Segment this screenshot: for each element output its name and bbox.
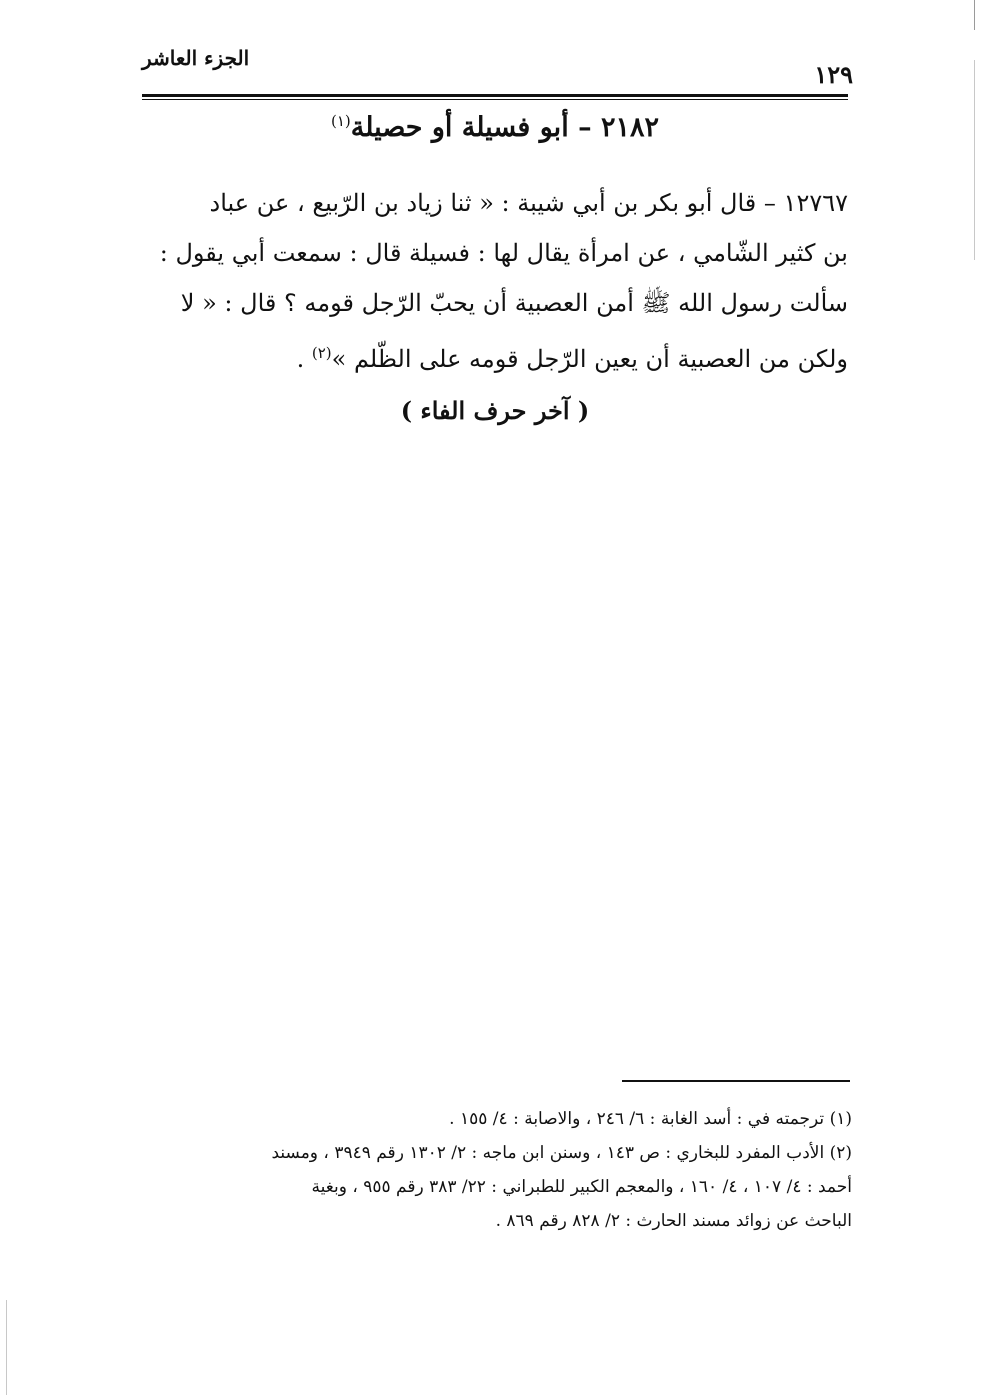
hadith-paragraph [142,178,848,384]
footnote-separator [622,1080,850,1082]
paragraph-line: ١٢٧٦٧ – قال أبو بكر بن أبي شيبة : « ثنا زياد بن الرّبيع ، عن عباد [209,189,848,217]
paragraph-line: سألت رسول الله ﷺ أمن العصبية أن يحبّ الرّجل قومه ؟ قال : « لا [180,289,848,317]
paragraph-line-last [142,328,848,384]
footnote-2-continuation: أحمد : ٤/ ١٠٧ ، ٤/ ١٦٠ ، والمعجم الكبير للطبراني : ٢٢/ ٣٨٣ رقم ٩٥٥ ، وبغية [311,1177,852,1197]
page-number: ١٢٩ [814,60,853,89]
footnote-ref-2: (٢) [311,344,332,362]
paragraph-line-text: ولكن من العصبية أن يعين الرّجل قومه على الظّلم » [331,345,848,373]
entry-title [142,112,848,143]
scan-edge-mark-top [974,0,975,30]
header-rule [142,94,848,97]
section-end-note: ( آخر حرف الفاء ) [400,396,590,425]
footnotes [142,1102,852,1238]
footnote-2-continuation: الباحث عن زوائد مسند الحارث : ٢/ ٨٢٨ رقم ٨٦٩ . [495,1211,852,1231]
footnote-1: (١) ترجمته في : أسد الغابة : ٦/ ٢٤٦ ، والاصابة : ٤/ ١٥٥ . [449,1109,852,1129]
scan-edge-mark-bottom-left [6,1300,7,1395]
footnote-ref-1: (١) [330,112,351,130]
running-header-part: الجزء العاشر [142,46,250,70]
entry-title-text: ٢١٨٢ – أبو فسيلة أو حصيلة [350,112,660,143]
footnote-2: (٢) الأدب المفرد للبخاري : ص ١٤٣ ، وسنن ابن ماجه : ٢/ ١٣٠٢ رقم ٣٩٤٩ ، ومسند [271,1143,852,1163]
paragraph-line: بن كثير الشّامي ، عن امرأة يقال لها : فسيلة قال : سمعت أبي يقول : [159,239,848,267]
header-rule-thin [142,99,848,100]
scan-edge-mark-right [974,60,975,260]
paragraph-line-end: . [296,345,312,373]
